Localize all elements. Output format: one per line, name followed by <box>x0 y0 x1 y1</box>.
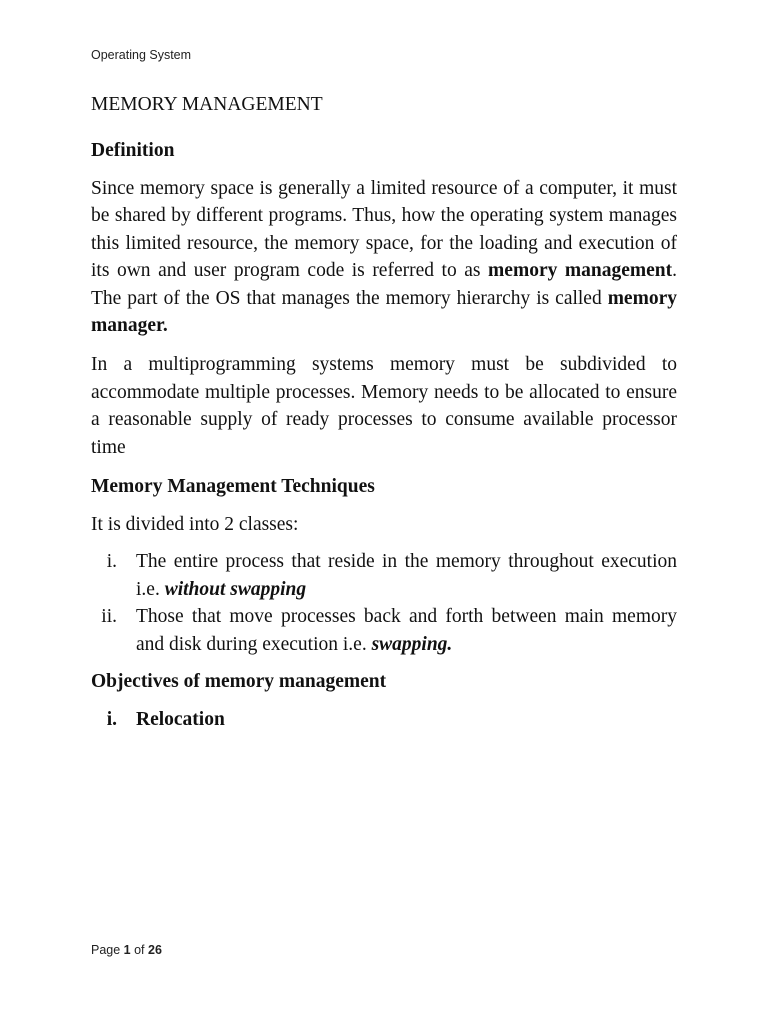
list-item-emphasis: without swapping <box>164 578 307 600</box>
techniques-heading: Memory Management Techniques <box>91 476 375 498</box>
footer-total-pages: 26 <box>148 943 162 957</box>
list-item-text: The entire process that reside in the memory throughout execution i.e. <box>136 551 677 600</box>
techniques-intro: It is divided into 2 classes: <box>91 514 299 536</box>
objectives-heading: Objectives of memory management <box>91 671 387 693</box>
page-footer <box>91 943 162 957</box>
list-item-text: Those that move processes back and forth between main memory and disk during execution i.e. <box>136 606 677 655</box>
footer-current-page: 1 <box>123 943 131 957</box>
document-body <box>91 91 677 744</box>
definition-text-a: Since memory space is generally a limited resource of a computer, it must be shared by different programs. Thus, how the operating system manages this limited resource, the memory space, for the loading and execution of its own and user program code is referred to as <box>91 178 677 282</box>
running-header: Operating System <box>91 48 192 62</box>
list-item-emphasis: swapping. <box>371 633 453 655</box>
term-memory-management: memory management <box>488 260 673 282</box>
list-item <box>91 603 677 658</box>
objective-relocation: Relocation <box>136 709 225 731</box>
multiprogramming-paragraph: In a multiprogramming systems memory must be subdivided to accommodate multiple processes. Memory needs to be allocated to ensure a reasonable supply of ready processes to consume available processor time <box>91 354 677 458</box>
objectives-list <box>91 706 677 733</box>
definition-text-b: . The part of the OS that manages the memory hierarchy is called <box>91 260 677 309</box>
list-item <box>91 548 677 603</box>
definition-paragraph <box>91 175 677 339</box>
list-item-number: i. <box>106 551 117 573</box>
list-item-number: i. <box>106 709 117 731</box>
page-title: MEMORY MANAGEMENT <box>91 94 323 115</box>
footer-page-word: Page <box>91 943 124 957</box>
techniques-list <box>91 548 677 658</box>
list-item-number: ii. <box>101 606 117 628</box>
term-memory-manager: memory manager. <box>91 287 677 337</box>
list-item <box>91 706 677 733</box>
footer-of-word: of <box>130 943 148 957</box>
definition-heading: Definition <box>91 140 175 161</box>
